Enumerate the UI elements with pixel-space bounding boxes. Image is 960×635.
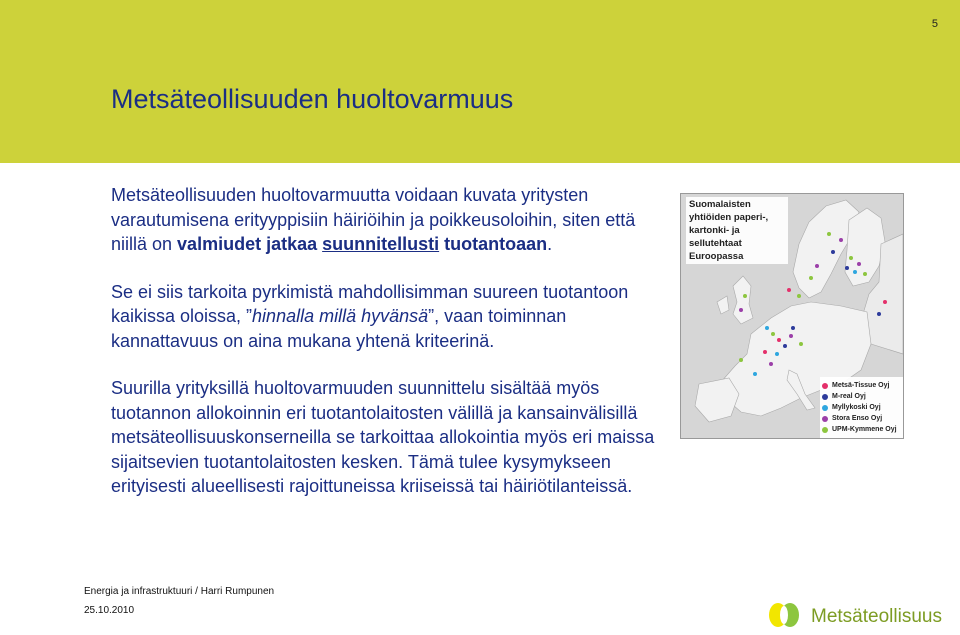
metsateollisuus-logo: [766, 600, 942, 630]
map-title: Suomalaisten yhtiöiden paperi-, kartonki- ja sellutehtaat Euroopassa: [686, 197, 788, 264]
map-legend: [820, 377, 904, 438]
page-number: 5: [931, 18, 938, 30]
legend-item: [822, 380, 902, 391]
footer-credit: Energia ja infrastruktuuri / Harri Rumpunen: [84, 586, 275, 597]
legend-dot-icon: [822, 427, 828, 433]
legend-dot-icon: [822, 405, 828, 411]
divider: [0, 163, 960, 165]
title-band: [0, 0, 960, 163]
body-text: [111, 183, 671, 499]
legend-label: Stora Enso Oyj: [832, 415, 883, 422]
p1-period: .: [547, 234, 553, 254]
paragraph-3: Suurilla yrityksillä huoltovarmuuden suunnittelu sisältää myös tuotannon allokoinnin eri tuotantolaitosten välillä ja kansainvälisillä metsäteollisuuskonserneilla se tarkoittaa allokointia myös eri maissa sijaitsevien tuotantolaitosten kesken. Tämä tulee kysymykseen erityisesti alueellisesti rajoittuneissa kriiseissä tai häiriötilanteissä.: [111, 378, 655, 496]
legend-item: [822, 402, 902, 413]
p2-italic: hinnalla millä hyvänsä: [252, 306, 429, 326]
p2-text-end: ”, vaan toiminnan kannattavuus on aina mukana yhtenä kriteerinä.: [111, 306, 567, 351]
p1-bold-end: tuotantoaan: [439, 234, 548, 254]
p1-underline: suunnitellusti: [322, 234, 440, 254]
legend-item: [822, 424, 902, 435]
legend-dot-icon: [822, 383, 828, 389]
paragraph-1: [111, 183, 671, 257]
legend-label: UPM-Kymmene Oyj: [832, 426, 897, 433]
legend-item: [822, 391, 902, 402]
legend-dot-icon: [822, 416, 828, 422]
logo-text: Metsäteollisuus: [811, 606, 942, 627]
legend-dot-icon: [822, 394, 828, 400]
europe-mill-map: [680, 193, 904, 439]
p1-bold: valmiudet jatkaa: [177, 234, 318, 254]
page-title: Metsäteollisuuden huoltovarmuus: [111, 84, 514, 114]
p1-text: Metsäteollisuuden huoltovarmuutta voidaan kuvata yritysten varautumisena erityyppisiin häiriöihin ja poikkeusoloihin, siten että niillä on: [111, 185, 636, 254]
legend-item: [822, 413, 902, 424]
logo-mark-icon: [766, 600, 806, 630]
paragraph-2: [111, 280, 671, 354]
footer-date: 25.10.2010: [84, 605, 135, 616]
p2-text: Se ei siis tarkoita pyrkimistä mahdollisimman suureen tuotantoon kaikissa oloissa, ”: [111, 281, 629, 326]
legend-label: Metsä-Tissue Oyj: [832, 382, 890, 389]
legend-label: Myllykoski Oyj: [832, 404, 881, 411]
legend-label: M-real Oyj: [832, 393, 866, 400]
